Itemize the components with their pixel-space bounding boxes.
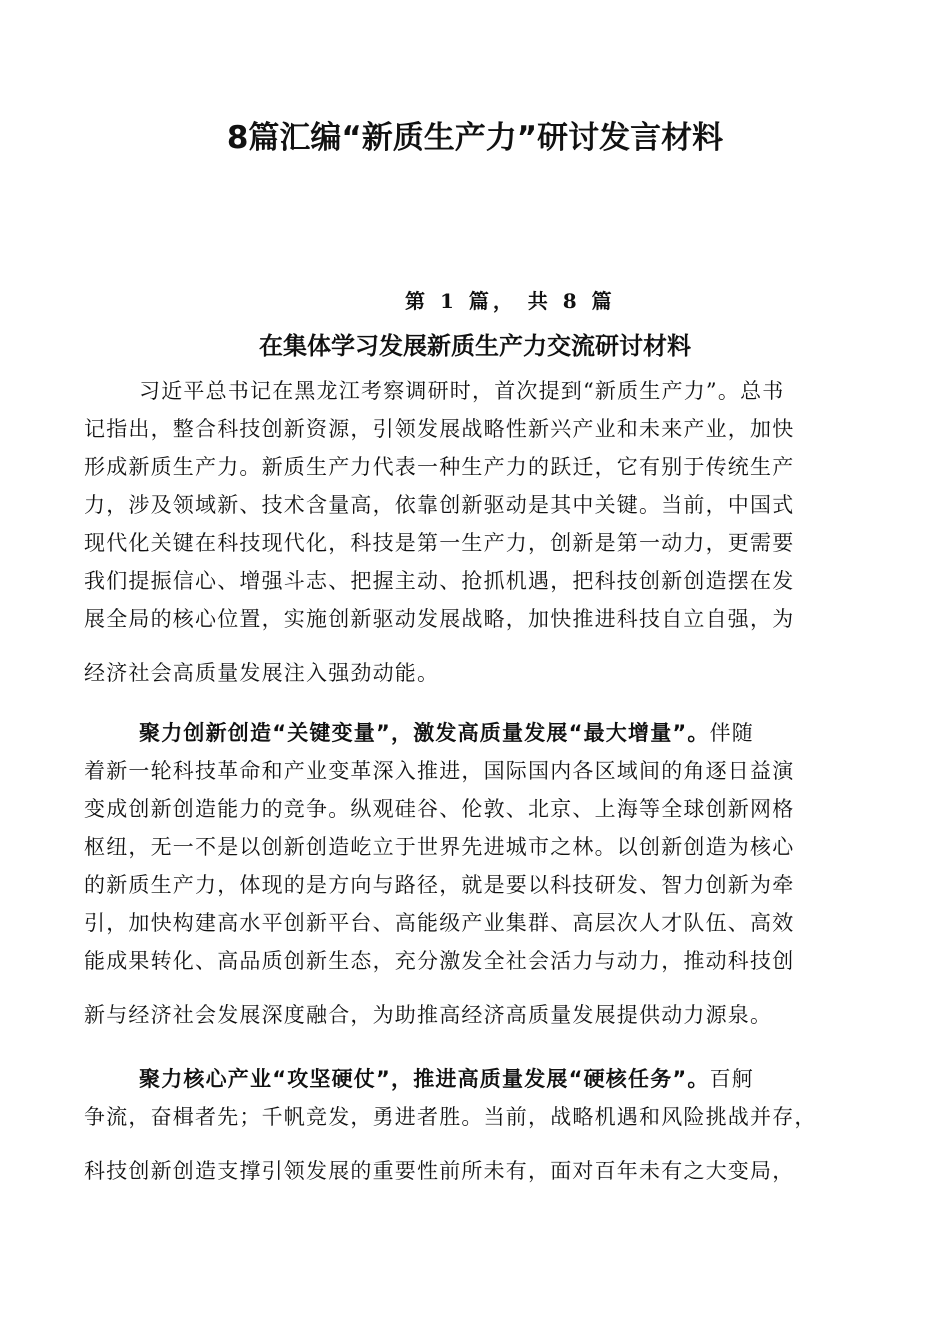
paragraph-line: 引，加快构建高水平创新平台、高能级产业集群、高层次人才队伍、高效: [84, 911, 795, 935]
paragraph-line: 枢纽，无一不是以创新创造屹立于世界先进城市之林。以创新创造为核心: [84, 835, 795, 859]
paragraph-line: 争流，奋楫者先；千帆竞发，勇进者胜。当前，战略机遇和风险挑战并存，: [84, 1105, 817, 1129]
paragraph-line: 新与经济社会发展深度融合，为助推高经济高质量发展提供动力源泉。: [84, 1003, 773, 1027]
document-title: 8篇汇编“新质生产力”研讨发言材料: [226, 120, 724, 156]
paragraph-heading: 聚力核心产业“攻坚硬仗”，推进高质量发展“硬核任务”。: [139, 1067, 710, 1091]
part-label: 第 1 篇， 共 8 篇: [405, 289, 616, 313]
paragraph-line: 变成创新创造能力的竞争。纵观硅谷、伦敦、北京、上海等全球创新网格: [84, 797, 795, 821]
paragraph-1: [84, 372, 874, 692]
paragraph-heading-tail: 百舸: [709, 1067, 755, 1091]
paragraph-line: 的新质生产力，体现的是方向与路径，就是要以科技研发、智力创新为牵: [84, 873, 795, 897]
paragraph-line: 着新一轮科技革命和产业变革深入推进，国际国内各区域间的角逐日益演: [84, 759, 795, 783]
paragraph-line: 展全局的核心位置，实施创新驱动发展战略，加快推进科技自立自强，为: [84, 607, 795, 631]
paragraph-line: 科技创新创造支撑引领发展的重要性前所未有，面对百年未有之大变局，: [84, 1159, 795, 1183]
paragraph-line: 现代化关键在科技现代化，科技是第一生产力，创新是第一动力，更需要: [84, 531, 795, 555]
section-title: 在集体学习发展新质生产力交流研讨材料: [259, 332, 691, 360]
paragraph-2: [84, 714, 874, 1034]
paragraph-heading: 聚力创新创造“关键变量”，激发高质量发展“最大增量”。: [139, 721, 710, 745]
paragraph-line: 能成果转化、高品质创新生态，充分激发全社会活力与动力，推动科技创: [84, 949, 795, 973]
paragraph-line: 记指出，整合科技创新资源，引领发展战略性新兴产业和未来产业，加快: [84, 417, 795, 441]
paragraph-line: 我们提振信心、增强斗志、把握主动、抢抓机遇，把科技创新创造摆在发: [84, 569, 795, 593]
paragraph-line: 经济社会高质量发展注入强劲动能。: [84, 661, 440, 685]
paragraph-line: 力，涉及领域新、技术含量高，依靠创新驱动是其中关键。当前，中国式: [84, 493, 795, 517]
paragraph-first-line: [84, 714, 874, 752]
paragraph-line: 形成新质生产力。新质生产力代表一种生产力的跃迁，它有别于传统生产: [84, 455, 795, 479]
paragraph-heading-tail: 伴随: [709, 721, 755, 745]
paragraph-line: 习近平总书记在黑龙江考察调研时，首次提到“新质生产力”。总书: [139, 379, 785, 403]
paragraph-3: [84, 1060, 874, 1190]
paragraph-first-line: [84, 1060, 874, 1098]
